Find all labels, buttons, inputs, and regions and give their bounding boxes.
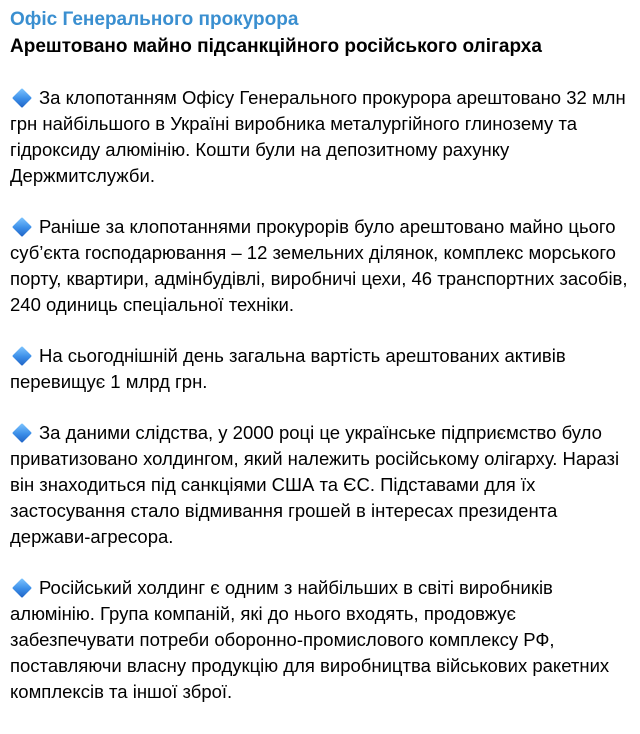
post-paragraph xyxy=(10,85,630,189)
small-blue-diamond-icon xyxy=(12,217,32,237)
small-blue-diamond-icon xyxy=(12,88,32,108)
paragraph-text: За даними слідства, у 2000 році це українське підприємство було приватизовано холдингом, який належить російському олігарху. Наразі він знаходиться під санкціями США та ЄС. Підставами для їх застосування стало відмивання грошей в інтересах президента держави-агресора. xyxy=(10,422,620,547)
paragraph-text: За клопотанням Офісу Генерального прокурора арештовано 32 млн грн найбільшого в Україні виробника металургійного глинозему та гідроксиду алюмінію. Кошти були на депозитному рахунку Держмитслужби. xyxy=(10,87,626,186)
small-blue-diamond-icon xyxy=(12,423,32,443)
post-headline: Арештовано майно підсанкційного російського олігарха xyxy=(10,36,542,57)
post-paragraph xyxy=(10,420,630,550)
paragraph-text: Раніше за клопотаннями прокурорів було арештовано майно цього суб’єкта господарювання – 12 земельних ділянок, комплекс морського порту, квартири, адмінбудівлі, виробничі цехи, 46 транспортних засобів, 240 одиниць спеціальної техніки. xyxy=(10,216,628,315)
small-blue-diamond-icon xyxy=(12,578,32,598)
paragraph-text: Російський холдинг є одним з найбільших в світі виробників алюмінію. Група компаній, які до нього входять, продовжує забезпечувати потреби оборонно-промислового комплексу РФ, поставляючи власну продукцію для виробництва військових ракетних комплексів та іншої зброї. xyxy=(10,577,610,702)
post-paragraph xyxy=(10,575,630,705)
post-paragraph xyxy=(10,214,630,318)
paragraph-text: На сьогоднішній день загальна вартість арештованих активів перевищує 1 млрд грн. xyxy=(10,345,566,392)
post-paragraph xyxy=(10,343,630,395)
channel-name[interactable]: Офіс Генерального прокурора xyxy=(10,9,299,30)
small-blue-diamond-icon xyxy=(12,346,32,366)
